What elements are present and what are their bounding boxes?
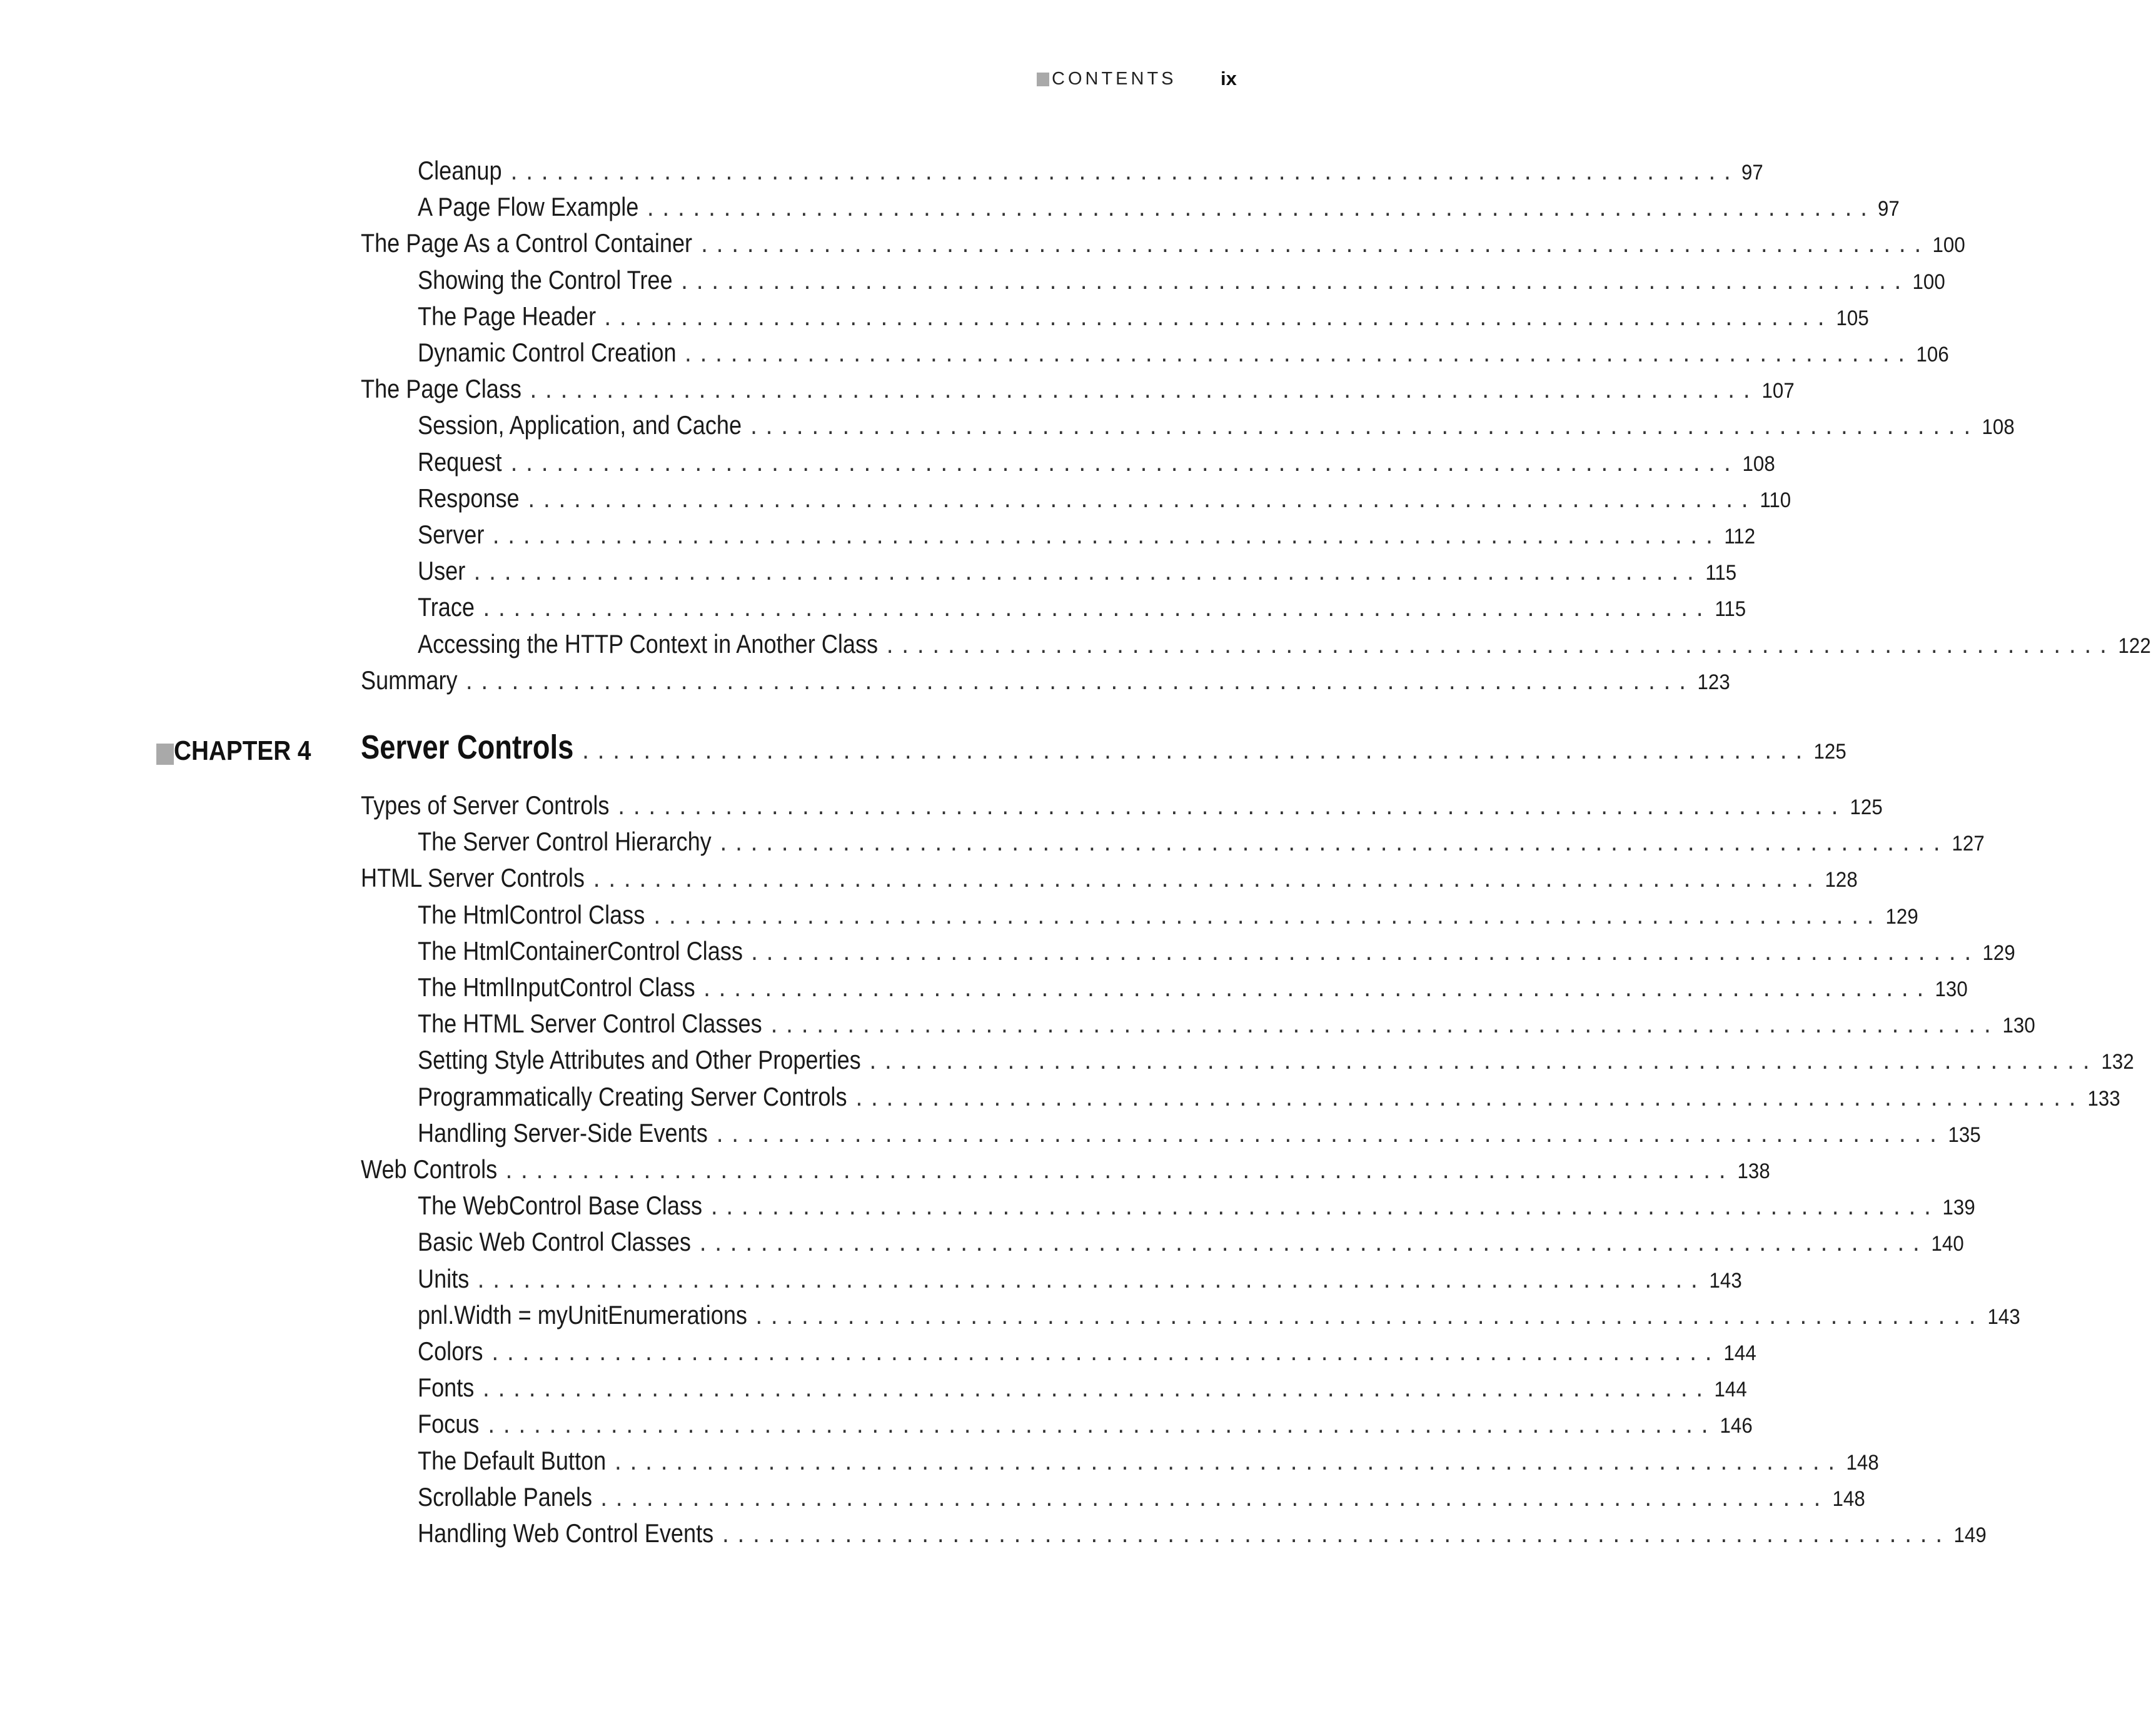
dot-leader: ................................................................................ — [748, 417, 1977, 440]
toc-entry-page-number: 129 — [1885, 904, 1918, 929]
dot-leader: ................................................................................ — [717, 834, 1947, 856]
running-header — [0, 68, 1314, 93]
dot-leader: ................................................................................ — [612, 1452, 1841, 1475]
toc-entry-page-number: 112 — [1724, 525, 1756, 548]
dot-leader: ................................................................................ — [753, 1306, 1982, 1329]
toc-entry[interactable] — [0, 368, 1795, 404]
dot-leader: ................................................................................ — [503, 1161, 1732, 1183]
toc-entry[interactable] — [0, 1440, 1880, 1476]
dot-leader: ................................................................................ — [714, 1124, 1943, 1147]
toc-entry-inner — [418, 1263, 1742, 1294]
toc-entry-title: Summary — [361, 665, 458, 695]
toc-entry-inner — [418, 972, 1968, 1002]
toc-entry-inner — [418, 301, 1869, 331]
toc-entry-title: Scrollable Panels — [418, 1481, 593, 1511]
toc-entry[interactable] — [0, 1002, 2035, 1039]
dot-leader: ................................................................................ — [867, 1052, 2096, 1074]
chapter-title-row[interactable] — [0, 729, 1847, 767]
dot-leader: ................................................................................ — [580, 742, 1809, 764]
toc-entry-page-number: 108 — [1742, 452, 1775, 476]
toc-entry[interactable] — [0, 1476, 1865, 1512]
toc-entry-inner — [418, 1118, 1981, 1148]
toc-entry-inner — [361, 863, 1858, 893]
dot-leader: ................................................................................ — [645, 199, 1874, 221]
toc-entry-page-number: 148 — [1846, 1450, 1880, 1475]
toc-entry-title: Server — [418, 520, 485, 549]
toc-entry[interactable] — [0, 222, 1966, 258]
toc-entry[interactable] — [0, 930, 2016, 966]
toc-entry-title: pnl.Width = myUnitEnumerations — [418, 1299, 747, 1330]
dot-leader: ................................................................................ — [698, 235, 1928, 258]
toc-entry-inner — [418, 1045, 2134, 1075]
toc-entry-page-number: 100 — [1932, 233, 1966, 258]
toc-entry-inner — [418, 1299, 2020, 1330]
dot-leader: ................................................................................ — [489, 1343, 1718, 1365]
toc-entry[interactable] — [0, 259, 1946, 295]
toc-entry[interactable] — [0, 1076, 2120, 1112]
toc-entry[interactable] — [0, 784, 1883, 820]
toc-entry-page-number: 133 — [2087, 1086, 2120, 1111]
dot-leader: ................................................................................ — [527, 381, 1756, 403]
toc-entry-page-number: 132 — [2101, 1050, 2134, 1074]
toc-entry-page-number: 105 — [1836, 306, 1869, 330]
chapter-label: CHAPTER 4 — [174, 735, 311, 766]
toc-entry[interactable] — [0, 513, 1756, 550]
toc-entry-page-number: 107 — [1761, 379, 1795, 403]
toc-entry-inner — [418, 265, 1946, 295]
chapter-title-inner — [361, 728, 1847, 767]
dot-leader: ................................................................................ — [768, 1016, 1997, 1038]
toc-entry-page-number: 106 — [1916, 343, 1950, 366]
dot-leader: ................................................................................ — [701, 979, 1930, 1001]
toc-entry-inner — [418, 156, 1763, 186]
toc-entry-page-number: 110 — [1760, 488, 1791, 512]
toc-entry-title: Types of Server Controls — [361, 790, 610, 820]
toc-entry-title: The Page Header — [418, 301, 597, 331]
toc-entry[interactable] — [0, 550, 1737, 586]
toc-entry-page-number: 123 — [1697, 670, 1730, 694]
toc-entry[interactable] — [0, 1294, 2020, 1330]
dot-leader: ................................................................................ — [682, 345, 1912, 366]
toc-entry-title: Trace — [418, 592, 475, 622]
toc-entry-page-number: 130 — [1935, 977, 1968, 1001]
chapter-page-number: 125 — [1813, 740, 1847, 764]
toc-entry-inner — [418, 827, 1985, 857]
toc-entry-inner — [361, 1154, 1770, 1184]
dot-leader: ................................................................................ — [602, 308, 1831, 330]
toc-entry[interactable] — [0, 1148, 1770, 1184]
toc-entry-title: The WebControl Base Class — [418, 1191, 703, 1221]
running-header-title: CONTENTS — [1052, 69, 1177, 89]
toc-entry-page-number: 127 — [1952, 832, 1985, 856]
toc-entry[interactable] — [0, 441, 1775, 477]
dot-leader: ................................................................................ — [490, 527, 1720, 548]
toc-entry[interactable] — [0, 966, 1968, 1002]
toc-entry[interactable] — [0, 477, 1791, 513]
toc-entry-inner — [418, 1081, 2120, 1112]
toc-entry-title: The Default Button — [418, 1445, 607, 1475]
toc-entry-title: Fonts — [418, 1373, 475, 1403]
toc-entry-inner — [418, 338, 1950, 368]
toc-entry[interactable] — [0, 1330, 1756, 1366]
dot-leader: ................................................................................ — [471, 563, 1700, 585]
toc-entry[interactable] — [0, 659, 1730, 695]
toc-entry-title: Request — [418, 447, 502, 477]
header-marker-square — [1037, 73, 1049, 86]
toc-entry-inner — [361, 665, 1730, 695]
dot-leader: ................................................................................ — [525, 490, 1755, 512]
toc-entry[interactable] — [0, 1112, 1981, 1148]
toc-entry-inner — [418, 1191, 1975, 1221]
toc-entry-inner — [418, 628, 2151, 659]
dot-leader: ................................................................................ — [697, 1234, 1926, 1256]
toc-entry-page-number: 144 — [1723, 1341, 1756, 1365]
toc-entry-page-number: 115 — [1715, 597, 1746, 622]
toc-entry-title: Units — [418, 1263, 470, 1293]
toc-entry-page-number: 97 — [1878, 197, 1900, 221]
toc-entry-inner — [418, 1009, 2035, 1039]
dot-leader: ................................................................................ — [884, 635, 2113, 658]
toc-entry[interactable] — [0, 295, 1869, 331]
chapter-title: Server Controls — [361, 729, 574, 766]
toc-entry-inner — [418, 447, 1775, 477]
toc-entry-inner — [418, 410, 2015, 440]
dot-leader: ................................................................................ — [463, 672, 1693, 694]
toc-entry-title: Programmatically Creating Server Controls — [418, 1081, 847, 1111]
toc-entry-page-number: 149 — [1953, 1523, 1987, 1547]
toc-entry-title: The Page As a Control Container — [361, 228, 693, 258]
toc-entry-title: Dynamic Control Creation — [418, 338, 677, 367]
dot-leader: ................................................................................ — [598, 1488, 1827, 1511]
toc-entry[interactable] — [0, 1366, 1748, 1403]
toc-entry-inner — [418, 592, 1746, 622]
toc-entry-inner — [418, 1409, 1753, 1439]
toc-entry-page-number: 108 — [1982, 415, 2015, 440]
toc-entry-title: The HtmlInputControl Class — [418, 972, 695, 1002]
toc-entry-inner — [418, 483, 1791, 513]
toc-entry-inner — [418, 1445, 1880, 1476]
toc-entry[interactable] — [0, 623, 2151, 659]
toc-entry-page-number: 135 — [1948, 1123, 1981, 1147]
toc-entry-page-number: 143 — [1987, 1305, 2020, 1329]
toc-entry-inner — [418, 192, 1900, 222]
toc-entry[interactable] — [0, 820, 1985, 857]
toc-entry-inner — [361, 374, 1795, 404]
running-header-page-number: ix — [1221, 68, 1237, 89]
toc-entry-inner — [418, 1481, 1865, 1512]
toc-entry-title: Basic Web Control Classes — [418, 1227, 691, 1257]
toc-entry-page-number: 122 — [2118, 633, 2151, 658]
toc-entry-title: Showing the Control Tree — [418, 265, 673, 295]
toc-entry-inner — [418, 936, 2016, 966]
toc-entry-title: Handling Web Control Events — [418, 1518, 714, 1548]
dot-leader: ................................................................................ — [485, 1416, 1715, 1438]
toc-entry[interactable] — [0, 1403, 1753, 1439]
toc-entry[interactable] — [0, 186, 1900, 222]
toc-entry[interactable] — [0, 857, 1858, 893]
toc-entry-page-number: 139 — [1942, 1196, 1975, 1220]
dot-leader: ................................................................................ — [475, 1270, 1704, 1293]
dot-leader: ................................................................................ — [508, 163, 1737, 184]
toc-entry-inner — [418, 556, 1737, 586]
toc-entry-title: Accessing the HTTP Context in Another Class — [418, 628, 879, 659]
toc-entry-page-number: 144 — [1714, 1378, 1748, 1402]
toc-entry-title: HTML Server Controls — [361, 863, 585, 893]
toc-entry[interactable] — [0, 1039, 2134, 1075]
toc-entry[interactable] — [0, 331, 1950, 368]
dot-leader: ................................................................................ — [480, 599, 1710, 622]
toc-entry-inner — [361, 228, 1966, 258]
toc-entry-title: Web Controls — [361, 1154, 498, 1184]
toc-entry-title: Focus — [418, 1409, 480, 1439]
toc-entry[interactable] — [0, 1221, 1964, 1257]
toc-entry-page-number: 128 — [1825, 868, 1858, 892]
toc-entry-page-number: 129 — [1982, 941, 2016, 965]
toc-entry[interactable] — [0, 1184, 1975, 1221]
dot-leader: ................................................................................ — [508, 453, 1737, 476]
toc-entry-page-number: 146 — [1720, 1414, 1753, 1438]
toc-entry-title: Colors — [418, 1336, 483, 1366]
toc-entry-page-number: 97 — [1741, 161, 1763, 184]
dot-leader: ................................................................................ — [853, 1088, 2082, 1111]
toc-entry-title: Cleanup — [418, 156, 502, 185]
dot-leader: ................................................................................ — [678, 271, 1908, 294]
toc-entry-title: Session, Application, and Cache — [418, 410, 742, 440]
toc-entry-title: Setting Style Attributes and Other Properties — [418, 1045, 861, 1075]
toc-entry-page-number: 148 — [1832, 1486, 1865, 1511]
dot-leader: ................................................................................ — [651, 906, 1880, 929]
dot-leader: ................................................................................ — [708, 1198, 1938, 1220]
toc-entry[interactable] — [0, 149, 1763, 186]
dot-leader: ................................................................................ — [480, 1380, 1710, 1402]
toc-entry-title: Response — [418, 483, 520, 513]
toc-entry-title: Handling Server-Side Events — [418, 1118, 708, 1148]
toc-entry-page-number: 130 — [2002, 1014, 2035, 1038]
toc-entry-inner — [418, 520, 1756, 550]
dot-leader: ................................................................................ — [720, 1525, 1949, 1547]
toc-entry-page-number: 140 — [1931, 1232, 1964, 1256]
toc-entry-inner — [418, 899, 1918, 930]
dot-leader: ................................................................................ — [615, 797, 1845, 819]
toc-entry[interactable] — [0, 404, 2015, 440]
toc-entry-title: The Server Control Hierarchy — [418, 827, 712, 857]
toc-entry-inner — [418, 1336, 1756, 1366]
dot-leader: ................................................................................ — [748, 942, 1978, 965]
toc-entry-title: A Page Flow Example — [418, 192, 639, 222]
toc-entry-inner — [418, 1373, 1748, 1403]
toc-entry[interactable] — [0, 894, 1918, 930]
toc-entry-page-number: 138 — [1737, 1159, 1770, 1183]
toc-entry-title: The Page Class — [361, 374, 521, 404]
toc-entry-title: The HtmlControl Class — [418, 899, 645, 929]
toc-entry-title: The HtmlContainerControl Class — [418, 936, 743, 966]
toc-entry-page-number: 115 — [1705, 561, 1737, 585]
toc-entry-inner — [418, 1227, 1964, 1257]
dot-leader: ................................................................................ — [591, 870, 1820, 892]
toc-entry-page-number: 100 — [1912, 270, 1946, 294]
toc-entry[interactable] — [0, 586, 1746, 622]
toc-entry[interactable] — [0, 1258, 1742, 1294]
toc-entry-page-number: 143 — [1709, 1268, 1742, 1293]
toc-entry-page-number: 125 — [1850, 795, 1883, 819]
toc-entry[interactable] — [0, 1512, 1987, 1548]
toc-entry-title: User — [418, 556, 466, 586]
toc-entry-inner — [361, 790, 1883, 820]
toc-entry-title: The HTML Server Control Classes — [418, 1009, 762, 1039]
toc-entry-inner — [418, 1518, 1987, 1548]
